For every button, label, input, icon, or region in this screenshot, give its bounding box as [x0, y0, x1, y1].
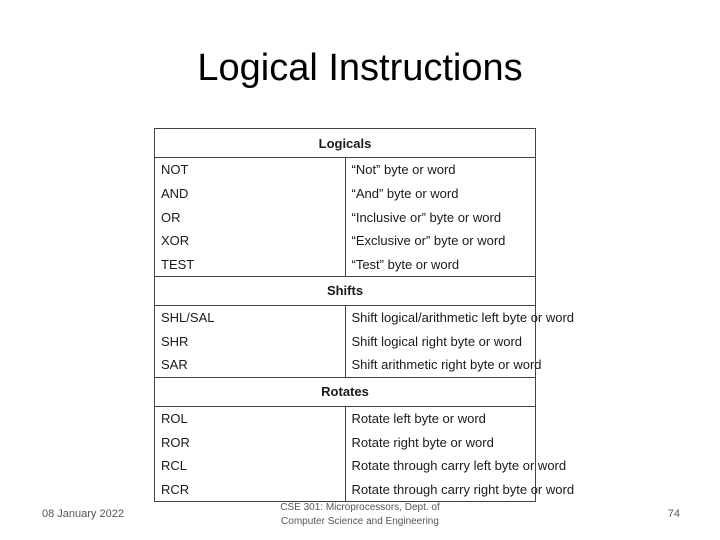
mnemonic-cell: XOR [155, 229, 346, 253]
mnemonic-cell: RCR [155, 477, 346, 501]
section-header-row [155, 377, 536, 406]
table-row [155, 477, 536, 501]
description-cell: Shift logical/arithmetic left byte or word [345, 306, 536, 330]
description-cell: “And” byte or word [345, 182, 536, 206]
mnemonic-cell: SHL/SAL [155, 306, 346, 330]
table-row [155, 353, 536, 377]
section-header-shifts: Shifts [155, 276, 536, 305]
description-cell: Rotate left byte or word [345, 406, 536, 430]
description-cell: “Exclusive or” byte or word [345, 229, 536, 253]
footer-course [250, 501, 470, 529]
page-number: 74 [667, 508, 680, 520]
table-row [155, 205, 536, 229]
mnemonic-cell: ROR [155, 430, 346, 454]
description-cell: Shift arithmetic right byte or word [345, 353, 536, 377]
table-row [155, 430, 536, 454]
mnemonic-cell: ROL [155, 406, 346, 430]
mnemonic-cell: TEST [155, 252, 346, 276]
table-row [155, 252, 536, 276]
table-row [155, 454, 536, 478]
slide-title: Logical Instructions [197, 47, 523, 89]
table-row [155, 330, 536, 354]
description-cell: “Test” byte or word [345, 252, 536, 276]
description-cell: “Not” byte or word [345, 158, 536, 182]
description-cell: Rotate through carry right byte or word [345, 477, 536, 501]
section-header-row [155, 129, 536, 158]
footer-course-line-2: Computer Science and Engineering [281, 516, 439, 527]
instruction-table [154, 128, 575, 502]
description-cell: Shift logical right byte or word [345, 330, 536, 354]
description-cell: Rotate right byte or word [345, 430, 536, 454]
mnemonic-cell: OR [155, 205, 346, 229]
table-row [155, 182, 536, 206]
table-row [155, 406, 536, 430]
mnemonic-cell: SAR [155, 353, 346, 377]
mnemonic-cell: NOT [155, 158, 346, 182]
section-header-logicals: Logicals [155, 129, 536, 158]
section-header-rotates: Rotates [155, 377, 536, 406]
table-row [155, 306, 536, 330]
description-cell: “Inclusive or” byte or word [345, 205, 536, 229]
section-header-row [155, 276, 536, 305]
table-row [155, 158, 536, 182]
mnemonic-cell: AND [155, 182, 346, 206]
mnemonic-cell: SHR [155, 330, 346, 354]
description-cell: Rotate through carry left byte or word [345, 454, 536, 478]
table-row [155, 229, 536, 253]
footer-course-line-1: CSE 301: Microprocessors, Dept. of [280, 502, 440, 513]
footer-date: 08 January 2022 [42, 508, 124, 520]
mnemonic-cell: RCL [155, 454, 346, 478]
